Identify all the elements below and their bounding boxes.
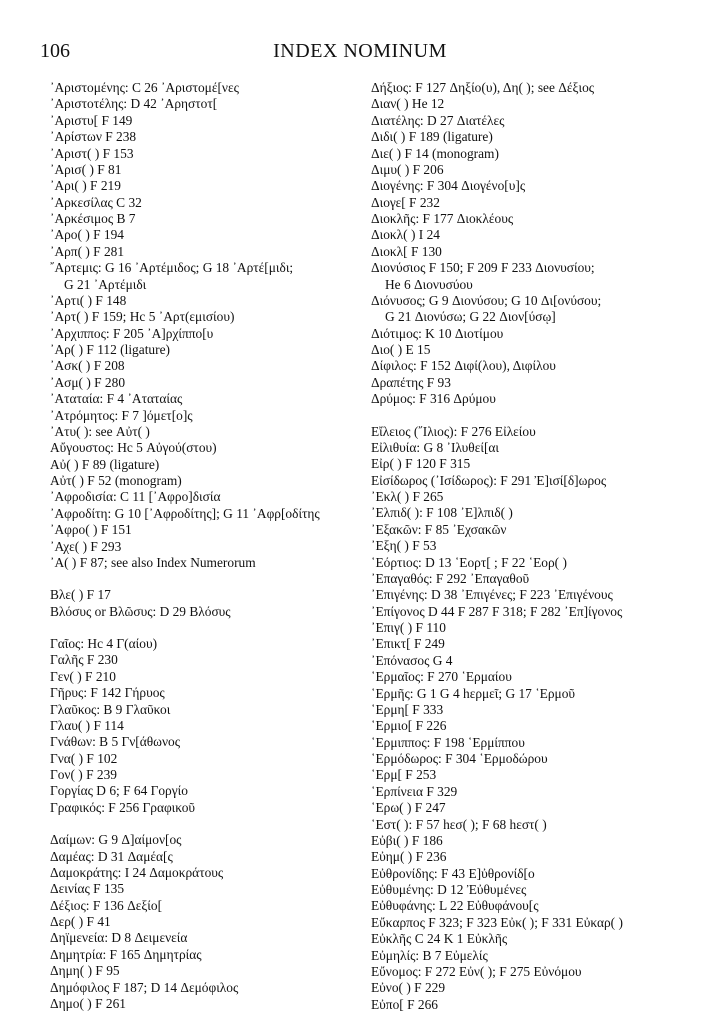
index-entry: Εὐθρονίδης: F 43 Ε]ὐθρονίδ[ο — [371, 865, 535, 881]
index-entry: ῎Αρτεμις: G 16 ᾿Αρτέμιδος; G 18 ᾿Αρτέ[μιδι; — [50, 260, 294, 276]
index-entry: ᾿Επόνασος G 4 — [371, 652, 453, 668]
index-entry: Διατέλης: D 27 Διατέλες — [371, 112, 505, 128]
index-entry: Διμυ( ) F 206 — [371, 161, 444, 177]
index-entry: Δαμοκράτης: I 24 Δαμοκράτους — [50, 864, 224, 880]
index-entry: ῾Εστ( ): F 57 hεσ( ); F 68 hεστ( ) — [371, 816, 547, 832]
index-entry: ᾿Αχε( ) F 293 — [50, 538, 122, 554]
index-entry: Διοκλ( ) I 24 — [371, 227, 440, 243]
section-gap — [50, 571, 350, 587]
index-entry: Εὔκαρπος F 323; F 323 Εὐκ( ); F 331 Εὐκαρ( ) — [371, 914, 623, 930]
index-entry: ᾿Αφροδίτη: G 10 [᾿Αφροδίτης]; G 11 ᾿Αφρ[οδίτης — [50, 505, 320, 521]
index-entry: ᾿Επίγονος D 44 F 287 F 318; F 282 ᾿Επ]ίγονος — [371, 603, 623, 619]
index-entry: ᾿Ατυ( ): see Αὐτ( ) — [50, 423, 150, 439]
index-entry: ᾿Αρκεσίλας C 32 — [50, 194, 142, 210]
index-entry: Δήξιος: F 127 Δηξίο(υ), Δη( ); see Δέξιος — [371, 80, 595, 95]
index-entry: ῾Ερμιο[ F 226 — [371, 718, 447, 734]
index-entry: Γῆρυς: F 142 Γήρυος — [50, 685, 165, 701]
index-entry: ᾿Αρχιππος: F 205 ᾿Α]ρχίππο[υ — [50, 325, 214, 341]
index-entry: Διογένης: F 304 Διογένο[υ]ς — [371, 178, 526, 194]
index-entry: Βλόσυς or Βλῶσυς: D 29 Βλόσυς — [50, 603, 231, 619]
index-entry: ᾿Αρκέσιμος B 7 — [50, 211, 136, 226]
index-entry: Εὐνο( ) F 229 — [371, 980, 446, 996]
index-entry: Αὔγουστος: Hc 5 Αὐγού(στου) — [50, 440, 217, 456]
index-entry: Δημητρία: F 165 Δημητρίας — [50, 946, 202, 962]
index-entry: Γον( ) F 239 — [50, 767, 117, 782]
index-entry: ῾Ερμῆς: G 1 G 4 hερμεῖ; G 17 ῾Ερμοῦ — [371, 685, 576, 701]
index-entry: Εὐθυμένης: D 12 Ἐὐθυμένες — [371, 882, 527, 897]
index-entry: Δημόφιλος F 187; D 14 Δεμόφιλος — [50, 979, 239, 995]
index-entry: He 6 Διονυσύου — [385, 276, 473, 292]
index-entry: ᾿Αταταία: F 4 ᾿Αταταίας — [50, 391, 183, 407]
index-entry: Δηϊμενεία: D 8 Δειμενεία — [50, 930, 188, 946]
index-entry: Δρύμος: F 316 Δρύμου — [371, 391, 496, 407]
index-entry: Εἴλειος (῎Ιλιος): F 276 Εἰλείου — [371, 423, 536, 439]
index-entry: ῾Εόρτιος: D 13 ῾Εορτ[ ; F 22 ῾Εορ( ) — [371, 554, 567, 570]
index-entry: ᾿Αρο( ) F 194 — [50, 227, 125, 243]
index-entry: ᾿Ελπιδ( ): F 108 ᾿Ε]λπιδ( ) — [371, 505, 513, 521]
index-entry: G 21 Διονύσω; G 22 Διον[ύσῳ] — [385, 309, 556, 325]
index-entry: Διε( ) F 14 (monogram) — [371, 145, 499, 161]
index-entry: Δεινίας F 135 — [50, 881, 125, 897]
index-entry: ᾿Αριστυ[ F 149 — [50, 112, 133, 128]
index-entry: Εὔνομος: F 272 Εὐν( ); F 275 Εὐνόμου — [371, 963, 582, 979]
index-entry: Δραπέτης F 93 — [371, 374, 451, 390]
index-entry: G 21 ᾿Αρτέμιδι — [64, 276, 147, 292]
index-entry: Εἰλιθυία: G 8 ᾿Ιλυθεί[αι — [371, 439, 500, 455]
index-entry: ᾿Εκλ( ) F 265 — [371, 489, 444, 504]
index-entry: Εὐκλῆς C 24 K 1 Εὐκλῆς — [371, 931, 508, 947]
index-entry: ᾿Αρτι( ) F 148 — [50, 292, 127, 308]
index-entry: ᾿Αρι( ) F 219 — [50, 178, 121, 194]
index-entry: ᾿Ατρόμητος: F 7 ]όμετ[ο]ς — [50, 407, 193, 423]
index-entry: ῾Ερω( ) F 247 — [371, 800, 446, 816]
index-entry: ᾿Επαγαθός: F 292 ᾿Επαγαθοῦ — [371, 570, 530, 586]
index-entry: Διοκλ[ F 130 — [371, 243, 442, 259]
index-entry: Γλαῦκος: B 9 Γλαῦκοι — [50, 701, 171, 717]
index-entry: Γνάθων: B 5 Γν[άθωνος — [50, 734, 181, 750]
index-entry: Δέξιος: F 136 Δεξίο[ — [50, 897, 163, 913]
index-column-left — [50, 80, 350, 1012]
index-entry: Γεν( ) F 210 — [50, 668, 116, 684]
index-entry: Γραφικός: F 256 Γραφικοῦ — [50, 799, 196, 815]
index-entry: ᾿Αριστοτέλης: D 42 ᾿Αρηστοτ[ — [50, 96, 218, 112]
index-entry: ᾿Εξη( ) F 53 — [371, 538, 437, 554]
index-entry: Διο( ) E 15 — [371, 342, 431, 357]
index-entry: ῾Ερμιππος: F 198 ῾Ερμίππου — [371, 734, 525, 750]
index-entry: ᾿Ασκ( ) F 208 — [50, 358, 125, 374]
index-entry: Δαίμων: G 9 Δ]αίμον[ος — [50, 832, 182, 848]
index-entry: Δαμέας: D 31 Δαμέα[ς — [50, 848, 173, 864]
index-entry: Δημο( ) F 261 — [50, 995, 126, 1011]
index-entry: Διόνυσος; G 9 Διονύσου; G 10 Δι[ονύσου; — [371, 292, 602, 308]
index-entry: Εὐμηλίς: B 7 Εὐμελίς — [371, 947, 488, 963]
index-entry: ᾿Αρτ( ) F 159; Hc 5 ᾿Αρτ(εμισίου) — [50, 309, 235, 325]
section-gap — [50, 816, 350, 832]
index-entry: Αὐ( ) F 89 (ligature) — [50, 456, 160, 472]
index-entry: Αὐτ( ) F 52 (monogram) — [50, 473, 182, 488]
index-entry: Διοκλῆς: F 177 Διοκλέους — [371, 211, 514, 226]
index-entry: Γνα( ) F 102 — [50, 750, 118, 766]
index-entry: Γλαυ( ) F 114 — [50, 717, 124, 733]
index-entry: Δημη( ) F 95 — [50, 963, 120, 979]
running-title: INDEX NOMINUM — [273, 40, 447, 62]
index-entry: Γαῖος: Hc 4 Γ(αίου) — [50, 636, 158, 651]
index-entry: Εὐβι( ) F 186 — [371, 832, 443, 848]
index-entry: Διονύσιος F 150; F 209 F 233 Διονυσίου; — [371, 260, 595, 276]
index-entry: Εὐημ( ) F 236 — [371, 849, 447, 865]
index-entry: Διογε[ F 232 — [371, 194, 440, 210]
index-entry: ῾Ερμη[ F 333 — [371, 701, 444, 717]
index-entry: Βλε( ) F 17 — [50, 587, 111, 603]
index-entry: ᾿Αρισ( ) F 81 — [50, 161, 122, 177]
page-header — [40, 40, 680, 68]
index-entry: Διδι( ) F 189 (ligature) — [371, 129, 493, 145]
index-entry: ᾿Αρ( ) F 112 (ligature) — [50, 342, 170, 357]
index-entry: ᾿Αρίστων F 238 — [50, 129, 137, 145]
index-entry: ᾿Αφρο( ) F 151 — [50, 522, 132, 538]
index-entry: Διότιμος: K 10 Διοτίμου — [371, 325, 504, 341]
index-entry: ᾿Αριστομένης: C 26 ᾿Αριστομέ[νες — [50, 80, 239, 95]
index-entry: ῾Ερμόδωρος: F 304 ῾Ερμοδώρου — [371, 751, 548, 766]
index-entry: Γοργίας D 6; F 64 Γοργίο — [50, 783, 188, 799]
index-entry: ᾿Αρπ( ) F 281 — [50, 243, 125, 259]
index-entry: Δερ( ) F 41 — [50, 914, 111, 929]
index-entry: Εὐπο[ F 266 — [371, 996, 438, 1012]
index-entry: Εἰσίδωρος (᾿Ισίδωρος): F 291 Ἐ]ισί[δ]ωρος — [371, 472, 607, 488]
index-entry: Γαλῆς F 230 — [50, 652, 118, 668]
section-gap — [50, 620, 350, 636]
index-entry: Δίφιλος: F 152 Διφί(λου), Διφίλου — [371, 358, 556, 374]
index-entry: ῾Ερμ[ F 253 — [371, 767, 437, 783]
index-column-right — [371, 80, 691, 1013]
index-entry: ᾿Επικτ[ F 249 — [371, 636, 445, 652]
index-entry: ᾿Α( ) F 87; see also Index Numerorum — [50, 554, 256, 570]
index-entry: ᾿Επιγ( ) F 110 — [371, 620, 446, 635]
index-entry: Διαν( ) He 12 — [371, 96, 445, 112]
index-entry: ᾿Επιγένης: D 38 ᾿Επιγένες; F 223 ᾿Επιγένους — [371, 587, 613, 603]
index-entry: Εὐθυφάνης: L 22 Εὐθυφάνου[ς — [371, 898, 539, 914]
index-entry: ᾿Αριστ( ) F 153 — [50, 145, 134, 161]
index-entry: ᾿Ασμ( ) F 280 — [50, 374, 126, 390]
index-entry: ᾿Εξακῶν: F 85 ᾿Εχσακῶν — [371, 521, 507, 537]
index-entry: ᾿Αφροδισία: C 11 [᾿Αφρο]δισία — [50, 489, 221, 505]
index-entry: ῾Ερπίνεια F 329 — [371, 783, 458, 799]
page-number: 106 — [40, 40, 70, 62]
index-entry: Εἰρ( ) F 120 F 315 — [371, 456, 471, 472]
section-gap — [371, 408, 691, 424]
index-entry: ῾Ερμαῖος: F 270 ῾Ερμαίου — [371, 669, 512, 685]
